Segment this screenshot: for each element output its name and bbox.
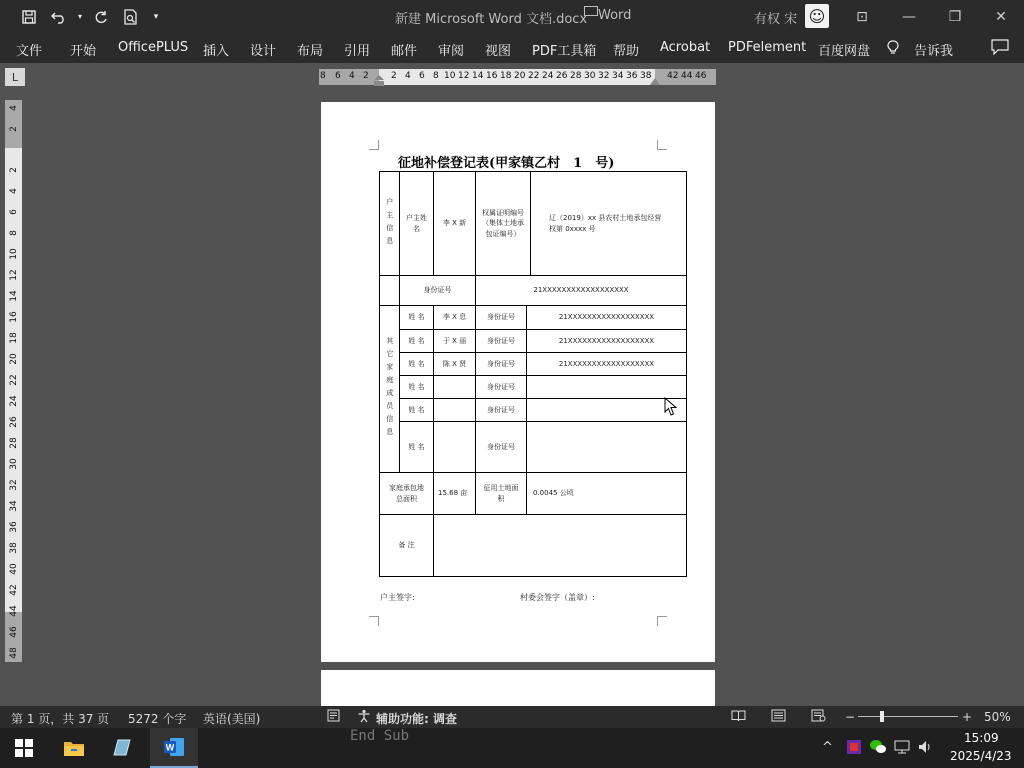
member-name-label[interactable]: 姓 名 bbox=[400, 422, 434, 473]
member-name-cell[interactable] bbox=[434, 376, 476, 399]
householder-name-cell[interactable]: 李 X 新 bbox=[434, 172, 476, 276]
print-preview-icon[interactable] bbox=[116, 0, 146, 33]
tab-selector-icon[interactable]: L bbox=[5, 68, 25, 86]
ruler-tick-label: 24 bbox=[542, 71, 554, 81]
save-icon[interactable] bbox=[14, 0, 44, 33]
member-name-label[interactable]: 姓 名 bbox=[400, 306, 434, 330]
ruler-tick-label: 28 bbox=[9, 437, 19, 449]
ruler-tick-label: 30 bbox=[9, 458, 19, 470]
tray-app-icon[interactable] bbox=[846, 739, 862, 759]
zoom-slider[interactable] bbox=[858, 716, 958, 717]
customize-quick-access-icon[interactable]: ▾ bbox=[153, 11, 159, 22]
tell-me-search[interactable]: 告诉我 bbox=[914, 44, 954, 59]
restore-button[interactable]: ❐ bbox=[948, 8, 962, 25]
other-members-label[interactable]: 其它家庭成员信息 bbox=[380, 306, 400, 473]
ruler-tick-label: 42 bbox=[667, 71, 679, 81]
remarks-cell[interactable] bbox=[434, 515, 687, 577]
member-id-cell[interactable]: 21XXXXXXXXXXXXXXXXXX bbox=[527, 306, 687, 330]
ruler-tick-label: 2 bbox=[9, 126, 19, 132]
householder-signature-label[interactable]: 户主签字: bbox=[380, 593, 415, 602]
ruler-tick-label: 22 bbox=[9, 374, 19, 386]
status-bar bbox=[0, 706, 1024, 728]
mouse-cursor-icon bbox=[664, 397, 678, 417]
expropriated-area-label[interactable]: 征用土地面 积 bbox=[476, 473, 527, 515]
tab-file[interactable]: 文件 bbox=[16, 44, 43, 59]
tab-home[interactable]: 开始 bbox=[70, 44, 97, 59]
tab-insert[interactable]: 插入 bbox=[203, 44, 230, 59]
tab-acrobat[interactable]: Acrobat bbox=[660, 40, 711, 55]
certificate-value-cell[interactable]: 辽（2019）xx 县农村土地承包经营权第 0xxxx 号 bbox=[531, 172, 687, 276]
background-editor-text: End Sub bbox=[350, 728, 410, 744]
ruler-tick-label: 48 bbox=[9, 647, 19, 659]
ruler-tick-label: 22 bbox=[528, 71, 540, 81]
member-id-label[interactable]: 身份证号 bbox=[476, 399, 527, 422]
wechat-icon[interactable] bbox=[869, 739, 887, 759]
ruler-tick-label: 30 bbox=[584, 71, 596, 81]
undo-dropdown-icon[interactable]: ▾ bbox=[77, 12, 82, 21]
ruler-tick-label: 14 bbox=[472, 71, 484, 81]
svg-text:W: W bbox=[165, 742, 175, 753]
document-page[interactable] bbox=[321, 102, 715, 662]
contract-area-label[interactable]: 家庭承包地总面积 bbox=[380, 473, 434, 515]
document-title: 新建 Microsoft Word 文档.docx bbox=[395, 12, 588, 27]
user-avatar-icon[interactable]: ☺ bbox=[805, 4, 829, 28]
ruler-tick-label: 14 bbox=[9, 290, 19, 302]
clock-date[interactable]: 2025/4/23 bbox=[950, 749, 1012, 763]
app-name: Word bbox=[598, 8, 632, 23]
zoom-in-button[interactable]: + bbox=[962, 710, 973, 724]
ruler-tick-label: 2 bbox=[9, 167, 19, 173]
ruler-tick-label: 2 bbox=[391, 71, 397, 81]
ruler-tick-label: 40 bbox=[9, 563, 19, 575]
app-taskbar-icon[interactable] bbox=[98, 728, 146, 768]
tray-overflow-icon[interactable]: ^ bbox=[822, 740, 833, 755]
tab-layout[interactable]: 布局 bbox=[297, 44, 324, 59]
tab-baidu-netdisk[interactable]: 百度网盘 bbox=[818, 44, 871, 59]
zoom-level[interactable]: 50% bbox=[984, 710, 1011, 724]
member-name-cell[interactable] bbox=[434, 399, 476, 422]
tab-help[interactable]: 帮助 bbox=[613, 44, 640, 59]
householder-name-label[interactable]: 户主姓名 bbox=[400, 172, 434, 276]
close-button[interactable]: ✕ bbox=[995, 8, 1007, 25]
member-id-cell[interactable] bbox=[527, 376, 687, 399]
member-name-label[interactable]: 姓 名 bbox=[400, 353, 434, 376]
ruler-tick-label: 34 bbox=[9, 500, 19, 512]
ruler-tick-label: 38 bbox=[9, 542, 19, 554]
horizontal-ruler[interactable] bbox=[319, 69, 716, 85]
tab-pdf-toolbox[interactable]: PDF工具箱 bbox=[532, 44, 597, 59]
ruler-tick-label: 26 bbox=[9, 416, 19, 428]
ruler-tick-label: 12 bbox=[458, 71, 470, 81]
ruler-tick-label: 12 bbox=[9, 269, 19, 281]
crop-mark bbox=[657, 616, 667, 626]
vertical-ruler[interactable] bbox=[5, 100, 22, 662]
windows-taskbar bbox=[0, 728, 1024, 768]
ruler-tick-label: 4 bbox=[9, 105, 19, 111]
ruler-tick-label: 6 bbox=[419, 71, 425, 81]
ruler-tick-label: 28 bbox=[570, 71, 582, 81]
ruler-tick-label: 4 bbox=[9, 188, 19, 194]
comments-icon[interactable] bbox=[991, 39, 1009, 59]
ruler-tick-label: 4 bbox=[405, 71, 411, 81]
ruler-tick-label: 2 bbox=[363, 71, 369, 81]
tab-mailings[interactable]: 邮件 bbox=[391, 44, 418, 59]
network-icon[interactable] bbox=[893, 739, 911, 759]
ruler-tick-label: 8 bbox=[9, 230, 19, 236]
ruler-tick-label: 20 bbox=[9, 353, 19, 365]
lightbulb-icon bbox=[887, 40, 899, 59]
ruler-tick-label: 10 bbox=[444, 71, 456, 81]
registration-table[interactable] bbox=[379, 171, 687, 577]
member-name-cell[interactable]: 陈 X 贤 bbox=[434, 353, 476, 376]
volume-icon[interactable] bbox=[917, 739, 933, 759]
ribbon-tabs bbox=[0, 33, 1024, 63]
ruler-tick-label: 16 bbox=[9, 311, 19, 323]
crop-mark bbox=[369, 616, 379, 626]
minimize-button[interactable]: — bbox=[902, 8, 916, 25]
accessibility-icon[interactable] bbox=[357, 709, 371, 726]
member-id-label[interactable]: 身份证号 bbox=[476, 330, 527, 353]
ruler-tick-label: 46 bbox=[9, 626, 19, 638]
householder-id-cell[interactable]: 21XXXXXXXXXXXXXXXXXX bbox=[476, 276, 687, 306]
tab-view[interactable]: 视图 bbox=[485, 44, 512, 59]
ruler-tick-label: 6 bbox=[9, 209, 19, 215]
zoom-out-button[interactable]: − bbox=[845, 710, 856, 724]
member-id-label[interactable]: 身份证号 bbox=[476, 353, 527, 376]
accessibility-status[interactable]: 辅助功能: 调查 bbox=[376, 712, 457, 726]
windows-start-icon[interactable] bbox=[0, 728, 48, 768]
tab-officeplus[interactable]: OfficePLUS bbox=[118, 40, 189, 55]
macro-recording-icon[interactable] bbox=[327, 709, 340, 725]
ruler-tick-label: 38 bbox=[640, 71, 652, 81]
tab-design[interactable]: 设计 bbox=[250, 44, 277, 59]
tab-references[interactable]: 引用 bbox=[344, 44, 371, 59]
ruler-tick-label: 18 bbox=[9, 332, 19, 344]
language-indicator[interactable]: 英语(美国) bbox=[203, 712, 261, 726]
ruler-tick-label: 32 bbox=[9, 479, 19, 491]
undo-icon[interactable] bbox=[44, 0, 74, 33]
ruler-tick-label: 4 bbox=[349, 71, 355, 81]
ruler-tick-label: 20 bbox=[514, 71, 526, 81]
clock-time[interactable]: 15:09 bbox=[964, 731, 999, 745]
household-info-label-cont bbox=[380, 276, 400, 306]
ruler-tick-label: 10 bbox=[9, 248, 19, 260]
member-id-cell[interactable] bbox=[527, 399, 687, 422]
file-explorer-icon[interactable] bbox=[50, 728, 98, 768]
page-counter[interactable]: 第 1 页，共 37 页 bbox=[11, 712, 110, 726]
redo-icon[interactable] bbox=[86, 0, 116, 33]
ruler-tick-label: 32 bbox=[598, 71, 610, 81]
ruler-tick-label: 24 bbox=[9, 395, 19, 407]
ruler-tick-label: 6 bbox=[335, 71, 341, 81]
ruler-tick-label: 26 bbox=[556, 71, 568, 81]
user-name[interactable]: 有权 宋 bbox=[754, 12, 798, 27]
member-name-cell[interactable]: 于 X 丽 bbox=[434, 330, 476, 353]
member-id-label[interactable]: 身份证号 bbox=[476, 306, 527, 330]
ruler-tick-label: 44 bbox=[9, 605, 19, 617]
indent-marker-icon[interactable] bbox=[373, 75, 385, 87]
zoom-slider-thumb[interactable] bbox=[880, 711, 884, 722]
crop-mark bbox=[369, 140, 379, 150]
ruler-tick-label: 8 bbox=[320, 71, 326, 81]
ruler-tick-label: 8 bbox=[433, 71, 439, 81]
next-page[interactable] bbox=[321, 670, 715, 710]
tab-review[interactable]: 审阅 bbox=[438, 44, 465, 59]
village-committee-signature-label[interactable]: 村委会签字（盖章）: bbox=[520, 593, 595, 602]
member-id-cell[interactable]: 21XXXXXXXXXXXXXXXXXX bbox=[527, 353, 687, 376]
word-count[interactable]: 5272 个字 bbox=[128, 712, 187, 726]
ruler-tick-label: 36 bbox=[9, 521, 19, 533]
app-window-icon bbox=[584, 6, 598, 16]
ruler-tick-label: 18 bbox=[500, 71, 512, 81]
member-name-label[interactable]: 姓 名 bbox=[400, 376, 434, 399]
ribbon-display-options-icon[interactable]: ⊡ bbox=[856, 8, 868, 25]
member-id-label[interactable]: 身份证号 bbox=[476, 422, 527, 473]
print-layout-icon[interactable] bbox=[771, 709, 786, 725]
word-taskbar-icon[interactable] bbox=[150, 728, 198, 768]
householder-id-label[interactable]: 身份证号 bbox=[400, 276, 476, 306]
member-name-cell[interactable]: 李 X 息 bbox=[434, 306, 476, 330]
read-mode-icon[interactable] bbox=[731, 709, 746, 725]
expropriated-area-cell[interactable]: 0.0045 公顷 bbox=[527, 473, 687, 515]
member-name-cell[interactable] bbox=[434, 422, 476, 473]
right-indent-marker-icon[interactable] bbox=[649, 77, 661, 85]
member-id-cell[interactable]: 21XXXXXXXXXXXXXXXXXX bbox=[527, 330, 687, 353]
remarks-label[interactable]: 备 注 bbox=[380, 515, 434, 577]
ruler-tick-label: 46 bbox=[695, 71, 707, 81]
crop-mark bbox=[657, 140, 667, 150]
member-name-label[interactable]: 姓 名 bbox=[400, 330, 434, 353]
tab-pdfelement[interactable]: PDFelement bbox=[728, 40, 807, 55]
form-heading[interactable]: 征地补偿登记表(甲家镇乙村 1 号) bbox=[398, 156, 615, 171]
ruler-tick-label: 42 bbox=[9, 584, 19, 596]
member-id-cell[interactable] bbox=[527, 422, 687, 473]
web-layout-icon[interactable] bbox=[811, 709, 826, 725]
ruler-tick-label: 44 bbox=[681, 71, 693, 81]
member-name-label[interactable]: 姓 名 bbox=[400, 399, 434, 422]
contract-area-cell[interactable]: 15.68 亩 bbox=[434, 473, 476, 515]
household-info-label[interactable]: 户主信息 bbox=[380, 172, 400, 276]
ruler-tick-label: 16 bbox=[486, 71, 498, 81]
ruler-tick-label: 34 bbox=[612, 71, 624, 81]
member-id-label[interactable]: 身份证号 bbox=[476, 376, 527, 399]
ruler-tick-label: 36 bbox=[626, 71, 638, 81]
certificate-label[interactable]: 权属证明编号（集体土地承包证编号） bbox=[476, 172, 531, 276]
